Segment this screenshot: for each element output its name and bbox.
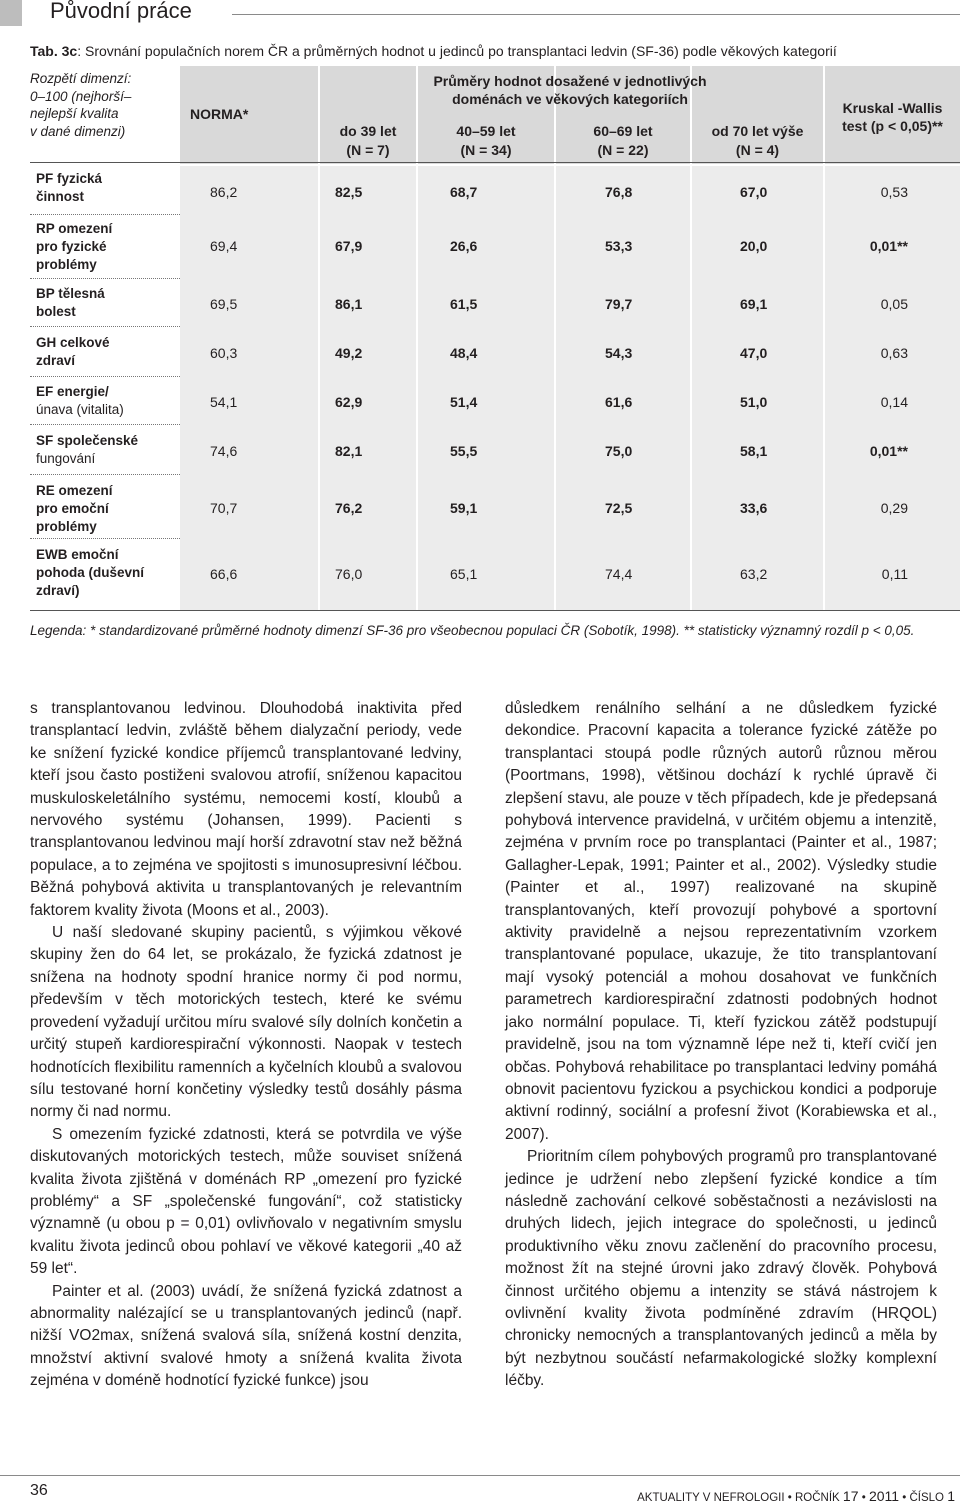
row-label-line: pro emoční <box>36 501 109 516</box>
row-label-line: pohoda (duševní <box>36 565 144 580</box>
row-label-line: SF společenské <box>36 433 139 448</box>
row-label <box>36 482 176 536</box>
footer-separator: • <box>787 1492 792 1504</box>
row-label <box>36 546 176 600</box>
row-label-line: bolest <box>36 304 76 319</box>
caption-text: : Srovnání populačních norem ČR a průměrných hodnot u jedinců po transplantaci ledvin (SF-36) podle věkových kategorií <box>77 43 837 59</box>
table-legend: Legenda: * standardizované průměrné hodnoty dimenzí SF-36 pro všeobecnou populaci ČR (Sobotík, 1998). ** statisticky významný rozdíl p < 0,05. <box>30 623 915 638</box>
norma-value: 74,6 <box>210 443 238 459</box>
value-age-40-59: 59,1 <box>450 500 478 516</box>
p-value-significant: 0,01** <box>869 443 908 459</box>
column-divider <box>823 66 825 611</box>
p-value: 0,29 <box>880 500 908 516</box>
header-rule <box>30 162 960 163</box>
row-label-line: RE omezení <box>36 483 113 498</box>
column-header-n: (N = 22) <box>597 142 649 158</box>
value-age-70: 63,2 <box>740 566 768 582</box>
row-rule <box>30 278 180 279</box>
paragraph: S omezením fyzické zdatnosti, která se potvrdila ve výše diskutovaných motorických testech, může souviset snížená kvalita života zjištěná v doménách RP „omezení pro fyzické problémy“ a SF „společenské fungování“, což statisticky významně (u obou p = 0,01) ovlivňovalo v negativním smyslu kvalitu života jedinců obou pohlaví ve věkové kategorii „40 až 59 let“. <box>30 1125 462 1278</box>
value-age-39: 76,2 <box>335 500 363 516</box>
header-divider <box>180 164 960 166</box>
row-label-line: pro fyzické <box>36 239 107 254</box>
value-age-39: 82,5 <box>335 184 363 200</box>
value-age-60-69: 74,4 <box>605 566 633 582</box>
volume-number: 17 <box>842 1488 859 1504</box>
p-value: 0,05 <box>880 296 908 312</box>
group-header-line: Průměry hodnot dosažené v jednotlivých <box>433 73 707 89</box>
value-age-70: 33,6 <box>740 500 768 516</box>
row-label-line: problémy <box>36 519 97 534</box>
p-value: 0,53 <box>880 184 908 200</box>
dimension-header-line: Rozpětí dimenzí: <box>30 71 132 86</box>
value-age-40-59: 55,5 <box>450 443 478 459</box>
kw-header-line: Kruskal -Wallis <box>842 100 943 116</box>
value-age-39: 62,9 <box>335 394 363 410</box>
body-column-right <box>505 698 937 1393</box>
footer-separator: • <box>861 1492 866 1504</box>
results-table <box>30 66 960 611</box>
value-age-70: 51,0 <box>740 394 768 410</box>
row-rule <box>30 474 180 475</box>
column-header-age-70 <box>692 122 823 160</box>
dimension-header-line: nejlepší kvalita <box>30 106 119 121</box>
row-label-line: PF fyzická <box>36 171 103 186</box>
value-age-70: 67,0 <box>740 184 768 200</box>
volume-label: ROČNÍK <box>794 1492 840 1504</box>
paragraph: s transplantovanou ledvinou. Dlouhodobá inaktivita před transplantací ledvin, zvláště během dialyzační periody, vede ke snížení fyzické kondice příjemců transplantované ledviny, kteří jsou často postiženi svalovou atrofií, sníženou kapacitou muskuloskeletálního systému, nemocemi kostí, kloubů a nervového systému (Johansen, 1999). Pacienti s transplantovanou ledvinou mají horší zdravotní stav než běžná populace, a to zejména ve spojitosti s imunosupresivní léčbou. Běžná pohybová aktivita u transplantovaných je relevantním faktorem kvality života (Moons et al., 2003). <box>30 700 462 919</box>
journal-name: AKTUALITY V NEFROLOGII <box>637 1492 785 1504</box>
value-age-70: 47,0 <box>740 345 768 361</box>
value-age-40-59: 68,7 <box>450 184 478 200</box>
row-rule <box>30 424 180 425</box>
value-age-40-59: 51,4 <box>450 394 478 410</box>
dimension-header-line: v dané dimenzi) <box>30 123 126 139</box>
dimension-header-line: 0–100 (nejhorší– <box>30 88 132 104</box>
norma-value: 69,4 <box>210 238 238 254</box>
row-rule <box>30 214 180 215</box>
row-label-line: činnost <box>36 189 85 204</box>
row-label-line: fungování <box>36 451 96 466</box>
column-header-age-60-69 <box>556 122 690 160</box>
column-header-label: 60–69 let <box>593 123 653 139</box>
p-value: 0,14 <box>880 394 908 410</box>
row-label-line: EWB emoční <box>36 547 119 562</box>
row-rule <box>30 538 180 539</box>
kruskal-wallis-header <box>825 99 960 135</box>
paragraph: Painter et al. (2003) uvádí, že snížená fyzická zdatnost a abnormality nalézající se u transplantovaných jedinců (např. nižší VO2max, snížená svalová síla, snížená kostní denzita, množství aktivní svalové hmoty a snížená kvalita života zejména v doméně hodnotící fyzické funkce) jsou <box>30 1282 462 1390</box>
issue-number: 1 <box>947 1488 955 1504</box>
table-bottom-rule <box>30 610 960 611</box>
row-label-line: GH celkové <box>36 335 110 350</box>
row-label <box>36 383 176 419</box>
value-age-60-69: 79,7 <box>605 296 633 312</box>
column-header-n: (N = 4) <box>735 142 780 158</box>
value-age-40-59: 61,5 <box>450 296 478 312</box>
body-column-left <box>30 698 462 1393</box>
column-header-label: od 70 let výše <box>711 123 804 139</box>
p-value: 0,11 <box>881 566 908 582</box>
group-header <box>360 72 780 108</box>
journal-footer <box>637 1488 955 1504</box>
paragraph: U naší sledované skupiny pacientů, s výjimkou věkové skupiny žen do 64 let, se prokázalo, že fyzická zdatnost je snížena na hodnoty spodní hranice normy či pod normu, především v těch motorických testech, které ke svému provedení vyžadují určitou míru svalové síly dolních končetin a určitý stupeň kardiorespirační výkonnosti. Naopak v testech hodnotících flexibilitu ramenních a kyčelních kloubů a svalovou sílu testované horní končetiny výsledky testů dosáhly pásma normy či nad normu. <box>30 924 462 1121</box>
row-label-line: RP omezení <box>36 221 113 236</box>
norma-value: 54,1 <box>210 394 238 410</box>
footer-separator: • <box>902 1492 907 1504</box>
value-age-70: 69,1 <box>740 296 768 312</box>
column-header-n: (N = 34) <box>460 142 512 158</box>
p-value: 0,63 <box>880 345 908 361</box>
value-age-40-59: 48,4 <box>450 345 478 361</box>
kw-header-line: test (p < 0,05)** <box>842 118 943 134</box>
value-age-60-69: 72,5 <box>605 500 633 516</box>
row-label <box>36 285 176 321</box>
row-label-line: EF energie/ <box>36 384 109 399</box>
year: 2011 <box>868 1488 900 1504</box>
paragraph: důsledkem renálního selhání a ne důsledkem fyzické dekondice. Pracovní kapacita a tolerance fyzické zátěže po transplantaci stoupá podle různých autorů různou měrou (Poortmans, 1998), většinou dochází k rychlé úpravě či zlepšení stavu, ale pouze v těch případech, kde je předepsaná pohybová intervence pravidelná, v určitém objemu a intenzitě, zejména v prvním roce po transplantaci (Painter et al., 1987; Gallagher-Lepak, 1991; Painter et al., 2002). Výsledky studie (Painter et al., 1997) realizované na skupině transplantovaných, kteří provozují pohybové a sportovní aktivity pravidelně a nejsou reprezentativním vzorkem transplantované populace, ukazuje, že tito transplantovaní mají vysoký potenciál a mohou dosahovat ve funkčních parametrech kardiorespirační zdatnosti podobných hodnot jako normální populace. Ti, kteří fyzickou zátěž podstupují pravidelně, jsou na tom významně lépe než ti, kteří cvičí jen občas. Pohybová rehabilitace po transplantaci ledviny pomáhá obnovit pacientovu fyzickou a psychickou kondici a podporuje aktivní rodinný, sociální a profesní život (Korabiewska et al., 2007). <box>505 700 937 1143</box>
value-age-60-69: 76,8 <box>605 184 633 200</box>
norma-value: 60,3 <box>210 345 238 361</box>
row-label-line: zdraví <box>36 353 76 368</box>
p-value-significant: 0,01** <box>869 238 908 254</box>
norma-value: 70,7 <box>210 500 238 516</box>
group-header-line: doménách ve věkových kategoriích <box>452 91 688 107</box>
value-age-39: 86,1 <box>335 296 363 312</box>
row-label <box>36 170 176 206</box>
value-age-60-69: 61,6 <box>605 394 633 410</box>
footer-rule <box>0 1475 960 1476</box>
caption-label: Tab. 3c <box>30 43 78 59</box>
row-label <box>36 432 176 468</box>
value-age-70: 20,0 <box>740 238 768 254</box>
value-age-60-69: 75,0 <box>605 443 633 459</box>
column-header-label: do 39 let <box>339 123 397 139</box>
column-header-age-39 <box>318 122 418 160</box>
value-age-40-59: 65,1 <box>450 566 478 582</box>
row-rule <box>30 376 180 377</box>
row-label-line: problémy <box>36 257 97 272</box>
section-title: Původní práce <box>50 0 192 23</box>
norma-value: 66,6 <box>210 566 238 582</box>
value-age-39: 76,0 <box>335 566 363 582</box>
column-header-age-40-59 <box>418 122 554 160</box>
value-age-40-59: 26,6 <box>450 238 478 254</box>
column-header-n: (N = 7) <box>346 142 390 158</box>
value-age-39: 67,9 <box>335 238 363 254</box>
row-label-line: únava (vitalita) <box>36 402 124 417</box>
value-age-39: 82,1 <box>335 443 363 459</box>
value-age-60-69: 54,3 <box>605 345 633 361</box>
issue-label: ČÍSLO <box>909 1492 944 1504</box>
row-label <box>36 220 176 274</box>
value-age-70: 58,1 <box>740 443 768 459</box>
section-header <box>0 0 960 30</box>
section-rule <box>232 14 960 15</box>
norma-value: 69,5 <box>210 296 238 312</box>
value-age-39: 49,2 <box>335 345 363 361</box>
dimension-header <box>30 70 178 140</box>
row-rule <box>30 326 180 327</box>
row-label <box>36 334 176 370</box>
section-bar <box>0 0 22 26</box>
table-caption <box>30 43 837 59</box>
paragraph: Prioritním cílem pohybových programů pro transplantované jedince je udržení nebo zlepšení fyzické kondice a tím následně zachování celkové soběstačnosti a nezávislosti na druhých lidech, jejich integrace do společnosti, u jedinců produktivního věku znovu začlenění do pracovního procesu, možnost žít na stejné úrovni jako zdravý člověk. Pohybová činnost určitého objemu a intenzity se stává nástrojem k ovlivnění kvality života podmíněné zdravím (HRQOL) chronicky nemocných a transplantovaných jedinců a měla by být nezbytnou součástí nefarmakologické složky komplexní léčby. <box>505 1148 937 1390</box>
page-number: 36 <box>30 1482 48 1499</box>
row-label-line: zdraví) <box>36 583 80 598</box>
norma-header: NORMA* <box>190 106 249 122</box>
column-header-label: 40–59 let <box>456 123 516 139</box>
value-age-60-69: 53,3 <box>605 238 633 254</box>
row-label-line: BP tělesná <box>36 286 105 301</box>
norma-value: 86,2 <box>210 184 238 200</box>
